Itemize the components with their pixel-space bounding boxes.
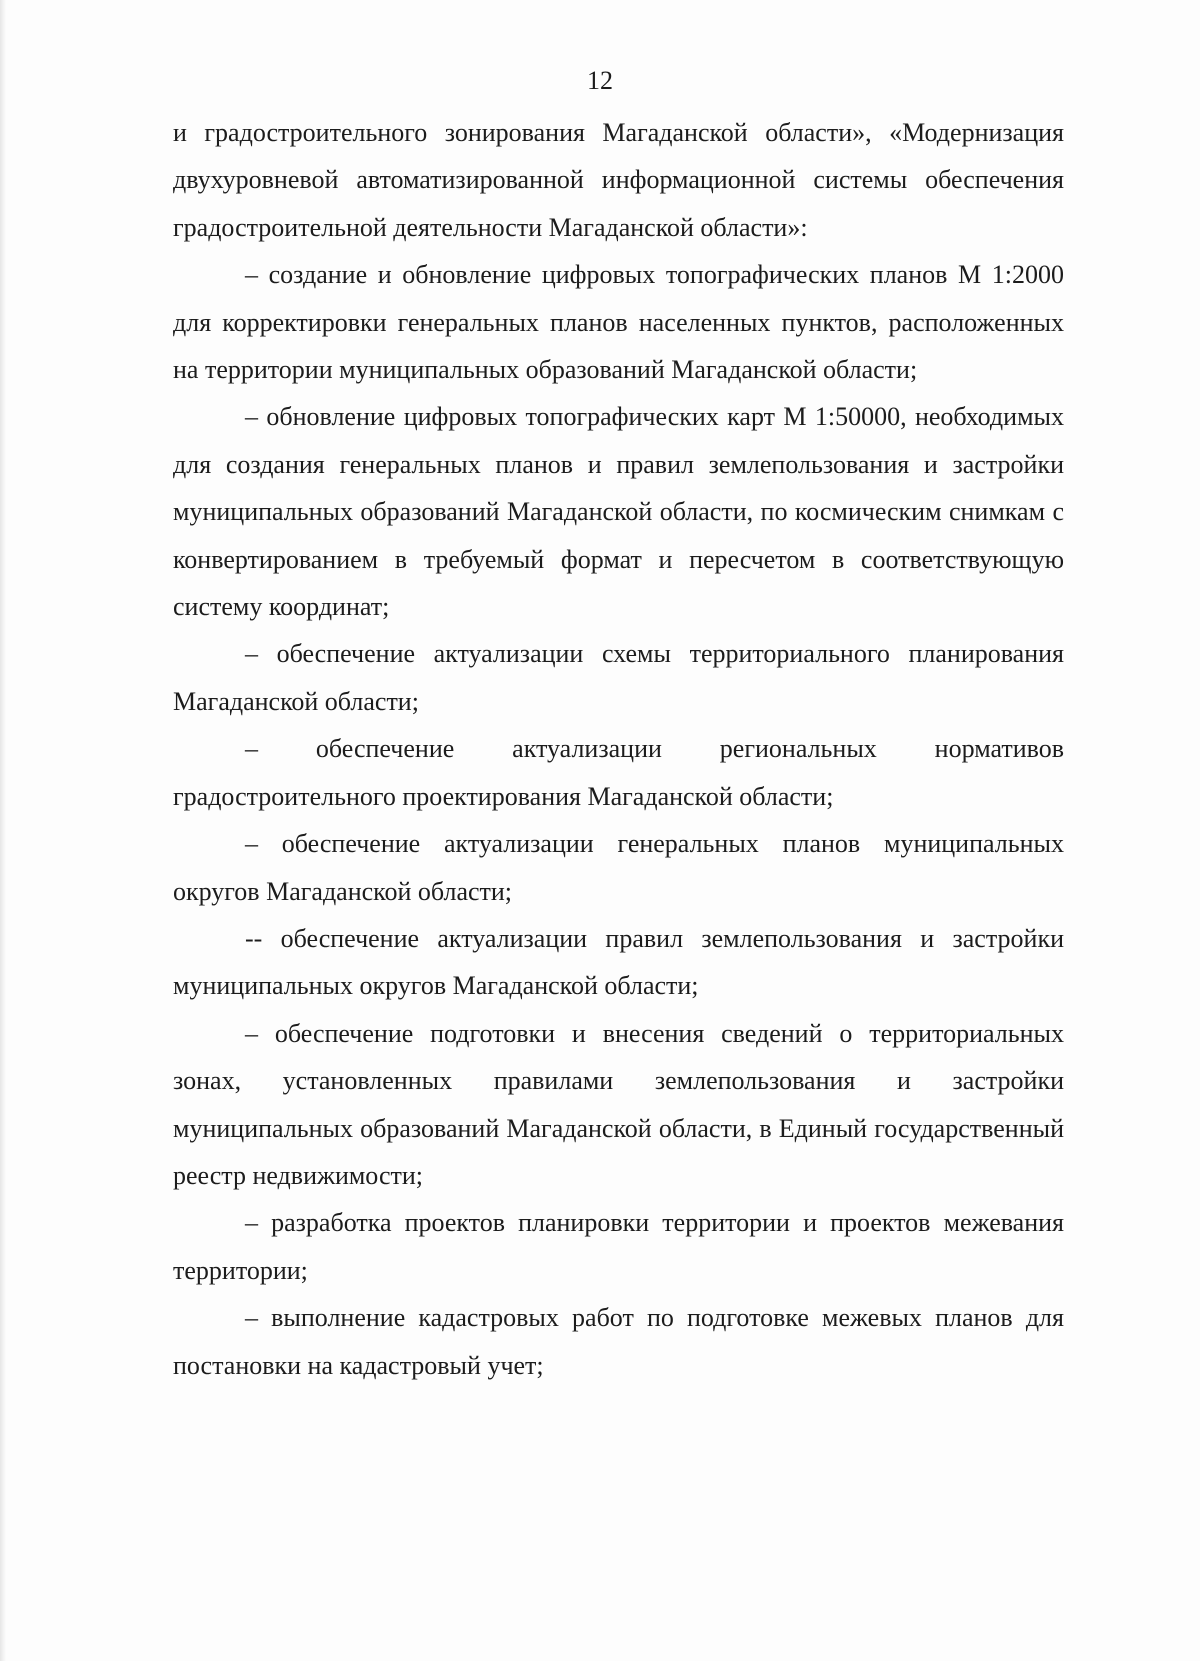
body-text bbox=[173, 109, 1064, 1389]
page-number: 12 bbox=[587, 66, 613, 95]
list-item-topographic-maps: – обновление цифровых топографических карт М 1:50000, необходимых для создания генеральных планов и правил землепользования и застройки муниципальных образований Магаданской области, по космическим снимкам с конвертированием в требуемый формат и пересчетом в соответствующую систему координат; bbox=[173, 402, 1064, 622]
list-item-territorial-planning-scheme: – обеспечение актуализации схемы территориального планирования Магаданской области; bbox=[173, 639, 1064, 716]
list-item-land-use-rules: -- обеспечение актуализации правил землепользования и застройки муниципальных округов Магаданской области; bbox=[173, 923, 1064, 1001]
list-item-territorial-zones: – обеспечение подготовки и внесения сведений о территориальных зонах, установленных правилами землепользования и застройки муниципальных образований Магаданской области, в Единый государственный реестр недвижимости; bbox=[173, 1018, 1064, 1190]
scan-edge-shadow bbox=[0, 0, 6, 1661]
list-item-planning-projects: – разработка проектов планировки территории и проектов межевания территории; bbox=[173, 1208, 1064, 1285]
list-item-topographic-plans: – создание и обновление цифровых топографических планов М 1:2000 для корректировки генеральных планов населенных пунктов, расположенных на территории муниципальных образований Магаданской области; bbox=[173, 260, 1064, 385]
list-item-general-plans: – обеспечение актуализации генеральных планов муниципальных округов Магаданской области; bbox=[173, 829, 1064, 906]
list-item-cadastral-works: – выполнение кадастровых работ по подготовке межевых планов для постановки на кадастровый учет; bbox=[173, 1303, 1064, 1380]
paragraph-continuation: и градостроительного зонирования Магаданской области», «Модернизация двухуровневой автоматизированной информационной системы обеспечения градостроительной деятельности Магаданской области»: bbox=[173, 118, 1064, 242]
list-item-regional-standards: – обеспечение актуализации региональных нормативов градостроительного проектирования Магаданской области; bbox=[173, 734, 1064, 811]
